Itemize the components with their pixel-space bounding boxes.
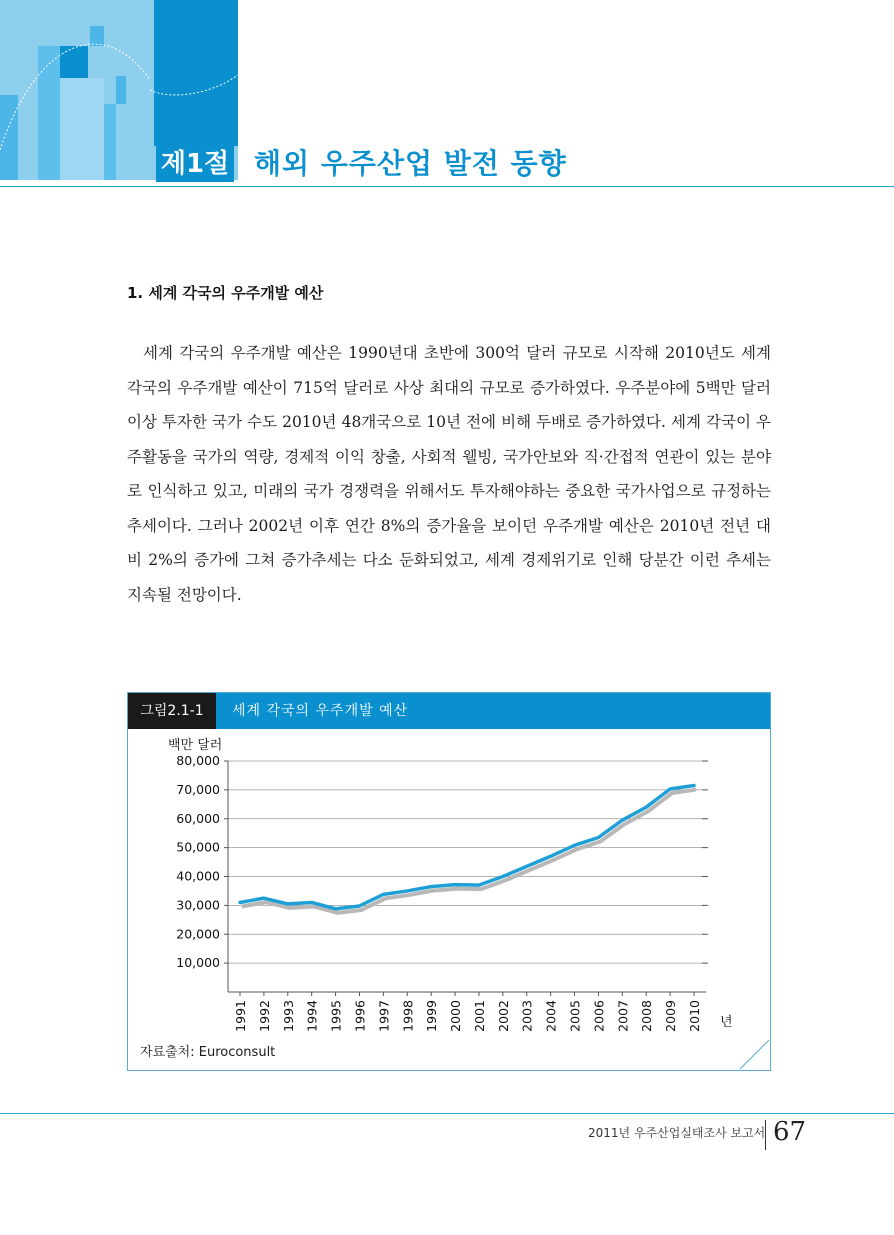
y-tick-label: 30,000: [176, 897, 220, 913]
x-tick-label: 1991: [233, 1000, 248, 1032]
header-rule: [0, 186, 894, 187]
x-tick-label: 1997: [376, 1000, 392, 1032]
y-tick-label: 70,000: [176, 781, 220, 797]
x-tick-label: 1993: [280, 1000, 296, 1032]
x-tick-label: 1994: [304, 1000, 320, 1032]
x-axis-label: 년: [720, 1015, 733, 1030]
y-tick-label: 10,000: [176, 955, 220, 971]
series-shadow: [242, 790, 696, 913]
body-paragraph: 세계 각국의 우주개발 예산은 1990년대 초반에 300억 달러 규모로 시작해 2010년도 세계 각국의 우주개발 예산이 715억 달러로 사상 최대의 규모로 증가하였다. 우주분야에 5백만 달러 이상 투자한 국가 수도 2010년 48개국으로 10년 전에 비해 두배로 증가하였다. 세계 각국이 우주활동을 국가의 역량, 경제적 이익 창출, 사회적 웰빙, 국가안보와 직·간접적 연관이 있는 분야로 인식하고 있고, 미래의 국가 경쟁력을 위해서도 투자해야하는 중요한 국가사업으로 규정하는 추세이다. 그러나 2002년 이후 연간 8%의 증가율을 보이던 우주개발 예산은 2010년 전년 대비 2%의 증가에 그쳐 증가추세는 다소 둔화되었고, 세계 경제위기로 인해 당분간 이런 추세는 지속될 전망이다.: [127, 344, 771, 604]
figure-box: [127, 692, 771, 1071]
x-tick-label: 2002: [495, 1000, 511, 1032]
section-badge: 제1절: [156, 146, 234, 182]
footer-rule: [0, 1113, 894, 1114]
figure-corner-fold: [740, 1040, 769, 1069]
figure-number: 그림2.1-1: [128, 693, 216, 729]
x-tick-label: 2000: [448, 1000, 464, 1032]
x-tick-label: 2007: [615, 1000, 631, 1032]
x-tick-label: 1999: [424, 1000, 440, 1032]
section-title: 해외 우주산업 발전 동향: [254, 147, 567, 180]
y-tick-label: 50,000: [176, 839, 220, 855]
x-tick-label: 2005: [567, 1000, 583, 1032]
x-tick-label: 2001: [471, 1000, 487, 1032]
x-tick-label: 1996: [352, 1000, 368, 1032]
x-tick-label: 2008: [639, 1000, 655, 1032]
line-chart: [128, 693, 770, 1070]
y-tick-label: 40,000: [176, 868, 220, 884]
x-tick-label: 2006: [591, 1000, 607, 1032]
x-tick-label: 2003: [519, 1000, 535, 1032]
y-tick-label: 60,000: [176, 810, 220, 826]
x-tick-label: 2009: [663, 1000, 679, 1032]
page-number: 67: [773, 1117, 807, 1147]
figure-caption: 세계 각국의 우주개발 예산: [232, 703, 409, 719]
footer-report-title: 2011년 우주산업실태조사 보고서: [588, 1126, 766, 1140]
subheading: 1. 세계 각국의 우주개발 예산: [127, 284, 324, 302]
x-tick-label: 1998: [400, 1000, 416, 1032]
y-tick-label: 80,000: [176, 753, 220, 768]
x-tick-label: 2004: [543, 1000, 559, 1032]
x-tick-label: 2010: [687, 1000, 702, 1032]
y-axis-label: 백만 달러: [168, 738, 223, 753]
y-tick-label: 20,000: [176, 926, 220, 942]
footer-separator: [765, 1120, 766, 1150]
figure-source: 자료출처: Euroconsult: [140, 1045, 276, 1060]
x-tick-label: 1992: [256, 1000, 272, 1032]
x-tick-label: 1995: [328, 1000, 344, 1032]
